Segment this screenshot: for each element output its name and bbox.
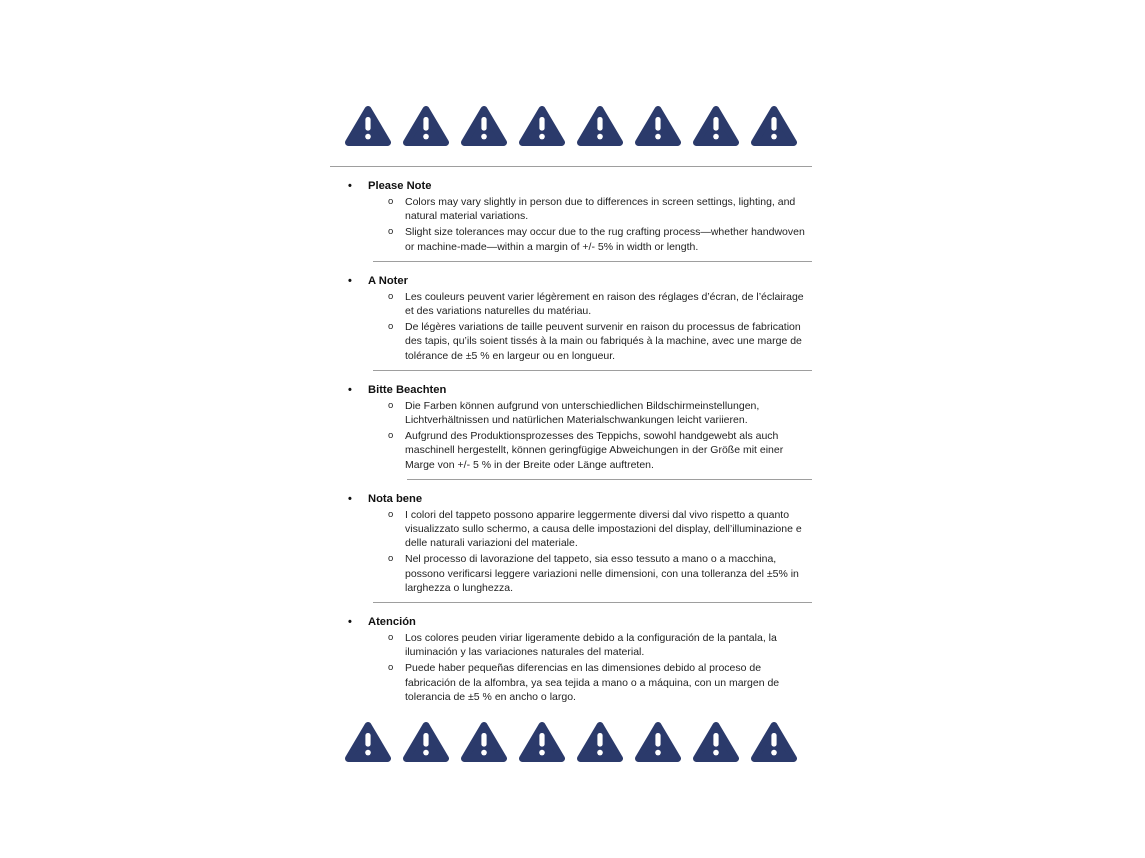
warning-triangle-icon: [403, 104, 449, 147]
note-item-text: Los colores peuden viriar ligeramente debido a la configuración de la pantala, la iluminación y las variaciones naturales del material.: [405, 632, 777, 659]
note-item: [330, 661, 812, 704]
document-content: [330, 0, 812, 763]
bullet-icon: •: [348, 616, 352, 629]
note-item: [330, 399, 812, 427]
note-section-en: [330, 179, 812, 254]
sub-bullet-icon: o: [388, 290, 394, 302]
note-item-text: Colors may vary slightly in person due to differences in screen settings, lighting, and natural material variations.: [405, 196, 796, 223]
section-heading: Atención: [368, 616, 416, 629]
section-heading-row: [330, 274, 812, 289]
note-item: [330, 631, 812, 659]
note-section-fr: [330, 274, 812, 363]
warning-triangle-icon: [751, 104, 797, 147]
sub-bullet-icon: o: [388, 632, 394, 644]
section-heading: Nota bene: [368, 492, 423, 505]
warning-triangle-icon: [461, 104, 507, 147]
warning-triangle-icon: [345, 104, 391, 147]
sub-bullet-icon: o: [388, 226, 394, 238]
section-heading-row: [330, 383, 812, 398]
warning-triangle-icon: [751, 720, 797, 763]
note-section-it: [330, 492, 812, 595]
section-divider: [373, 261, 812, 262]
warning-triangle-icon: [577, 104, 623, 147]
sub-bullet-icon: o: [388, 553, 394, 565]
note-item: [330, 290, 812, 318]
note-item: [330, 195, 812, 223]
section-heading-row: [330, 492, 812, 507]
warning-triangles-row-bottom: [330, 720, 812, 763]
sub-bullet-icon: o: [388, 196, 394, 207]
section-heading-row: [330, 179, 812, 194]
sub-bullet-icon: o: [388, 662, 394, 674]
note-item-text: I colori del tappeto possono apparire leggermente diversi dal vivo rispetto a quanto visualizzato sullo schermo, a causa delle impostazioni del display, dell’illuminazione e delle naturali variazioni del materiale.: [405, 508, 802, 550]
warning-triangle-icon: [461, 720, 507, 763]
warning-triangle-icon: [635, 104, 681, 147]
sub-bullet-icon: o: [388, 508, 394, 520]
note-item-text: Slight size tolerances may occur due to the rug crafting process—whether handwoven or machine-made—within a margin of +/- 5% in width or length.: [405, 226, 805, 253]
warning-triangle-icon: [519, 720, 565, 763]
bullet-icon: •: [348, 274, 352, 287]
warning-triangle-icon: [693, 104, 739, 147]
note-item: [330, 225, 812, 253]
note-item-text: Nel processo di lavorazione del tappeto, sia esso tessuto a mano o a macchina, possono verificarsi leggere variazioni nelle dimensioni, con una tolleranza del ±5% in larghezza o lunghezza.: [405, 553, 799, 594]
bullet-icon: •: [348, 180, 352, 192]
sub-bullet-icon: o: [388, 399, 394, 411]
note-item: [330, 429, 812, 472]
warning-triangle-icon: [577, 720, 623, 763]
bullet-icon: •: [348, 383, 352, 396]
section-heading: A Noter: [368, 274, 408, 287]
warning-triangle-icon: [403, 720, 449, 763]
note-item-text: Die Farben können aufgrund von unterschiedlichen Bildschirmeinstellungen, Lichtverhältnissen und natürlichen Materialschwankungen leicht variieren.: [405, 399, 760, 427]
sub-bullet-icon: o: [388, 321, 394, 333]
section-divider: [330, 166, 812, 167]
bullet-icon: •: [348, 492, 352, 505]
note-item-text: De légères variations de taille peuvent survenir en raison du processus de fabrication des tapis, qu’ils soient tissés à la main ou fabriqués à la machine, avec une marge de tolérance de ±5 % en largeur ou en longueur.: [405, 321, 802, 362]
note-item: [330, 508, 812, 551]
section-heading: Please Note: [368, 180, 432, 192]
sub-bullet-icon: o: [388, 430, 394, 442]
section-divider: [373, 602, 812, 603]
note-section-es: [330, 615, 812, 704]
note-item-text: Aufgrund des Produktionsprozesses des Teppichs, sowohl handgewebt als auch maschinell hergestellt, können geringfügige Abweichungen in der Größe mit einer Marge von +/- 5 % in der Breite oder Länge auftreten.: [405, 430, 784, 471]
section-heading: Bitte Beachten: [368, 383, 447, 396]
warning-triangle-icon: [519, 104, 565, 147]
note-item-text: Puede haber pequeñas diferencias en las dimensiones debido al proceso de fabricación de la alfombra, ya sea tejida a mano o a máquina, con un margen de tolerancia de ±5 % en ancho o largo.: [405, 662, 780, 703]
section-divider: [373, 370, 812, 371]
note-item: [330, 320, 812, 363]
warning-triangle-icon: [693, 720, 739, 763]
section-divider: [407, 479, 812, 480]
note-item: [330, 552, 812, 595]
section-heading-row: [330, 615, 812, 630]
warning-triangle-icon: [345, 720, 391, 763]
note-item-text: Les couleurs peuvent varier légèrement en raison des réglages d’écran, de l’éclairage et des variations naturelles du matériau.: [405, 290, 804, 318]
warning-triangles-row-top: [330, 104, 812, 147]
note-section-de: [330, 383, 812, 472]
warning-triangle-icon: [635, 720, 681, 763]
